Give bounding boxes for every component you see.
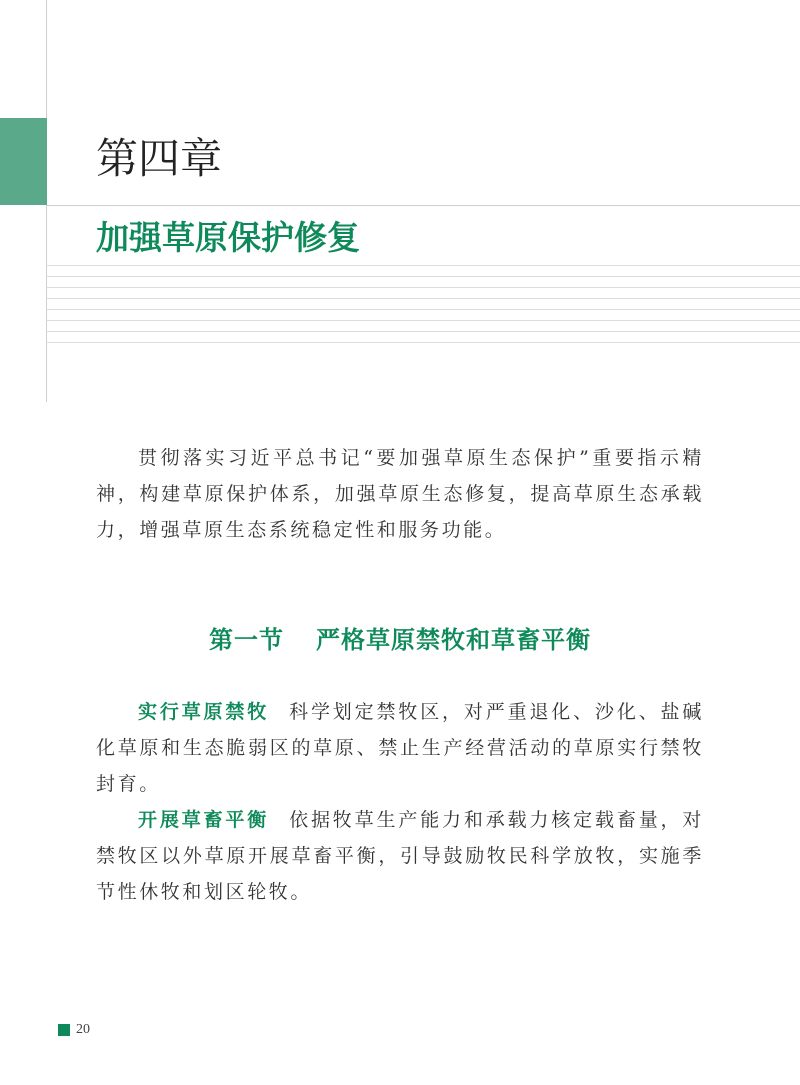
paragraph-lead-grazing-ban: 实行草原禁牧 xyxy=(138,701,270,723)
section-title: 严格草原禁牧和草畜平衡 xyxy=(316,626,591,654)
paragraph-text-grazing-ban: 科学划定禁牧区，对严重退化、沙化、盐碱化草原和生态脆弱区的草原、禁止生产经营活动的草原实行禁牧封育。 xyxy=(96,701,704,795)
decorative-ruled-lines xyxy=(46,265,800,355)
paragraph-lead-grass-livestock-balance: 开展草畜平衡 xyxy=(138,809,270,831)
chapter-number: 第四章 xyxy=(96,134,223,183)
intro-paragraph: 贯彻落实习近平总书记“要加强草原生态保护”重要指示精神，构建草原保护体系，加强草原生态修复，提高草原生态承载力，增强草原生态系统稳定性和服务功能。 xyxy=(96,447,704,541)
section-heading xyxy=(0,620,800,660)
paragraph-text-grass-livestock-balance: 依据牧草生产能力和承载力核定载畜量，对禁牧区以外草原开展草畜平衡，引导鼓励牧民科学放牧，实施季节性休牧和划区轮牧。 xyxy=(96,809,704,903)
section-number: 第一节 xyxy=(209,626,284,654)
chapter-title: 加强草原保护修复 xyxy=(96,218,360,257)
page-number: 20 xyxy=(76,1022,90,1037)
chapter-title-rule xyxy=(46,205,800,206)
body-paragraph-grazing-ban xyxy=(96,694,704,802)
page-number-marker xyxy=(58,1024,70,1036)
body-paragraph-grass-livestock-balance xyxy=(96,802,704,910)
chapter-color-tab xyxy=(0,118,47,205)
